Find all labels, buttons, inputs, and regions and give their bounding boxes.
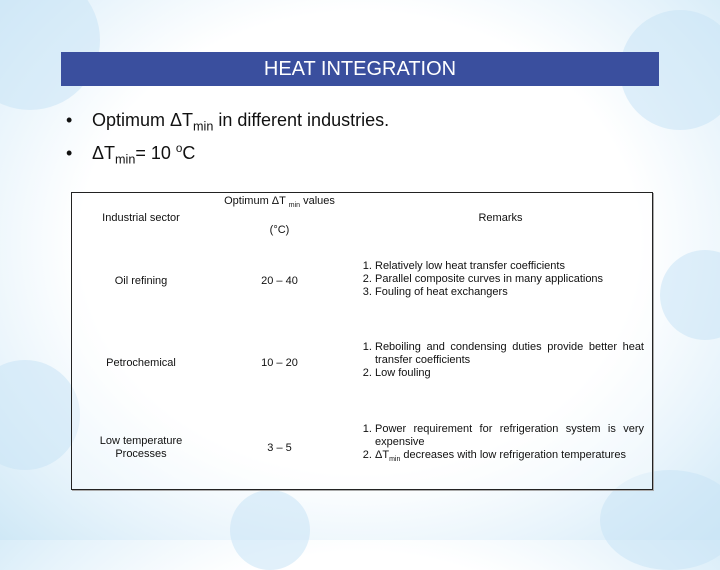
- remark-item: 2. Parallel composite curves in many applications: [375, 273, 603, 286]
- remarks-list: [349, 341, 652, 380]
- remark-item: 1. Relatively low heat transfer coefficients: [375, 260, 603, 273]
- slide-title: [61, 52, 659, 86]
- bullet-text: Optimum $\Delta T_{min}$ in different industries.: [92, 110, 390, 134]
- data-table: [71, 192, 653, 490]
- table-row: [72, 321, 652, 405]
- cell-value: 3 – 5: [267, 441, 292, 454]
- table-row: [72, 243, 652, 319]
- remark-item: 1. Power requirement for refrigeration system is very expensive: [375, 423, 644, 449]
- remark-item: 2. $\Delta T_{min}$ decreases with low refrigeration temperatures: [375, 449, 644, 466]
- header-values: Optimum ΔT $_{min}$ values (°C): [224, 194, 335, 237]
- remark-item: 3. Fouling of heat exchangers: [375, 286, 603, 299]
- cell-remarks: [349, 315, 652, 405]
- bullet-dot: •: [66, 110, 73, 130]
- header-sector: Industrial sector: [102, 211, 180, 224]
- cell-value: 20 – 40: [261, 274, 298, 287]
- table-row: [72, 407, 652, 489]
- background-bubble: [230, 490, 310, 570]
- remarks-list: [349, 423, 652, 466]
- remark-item: 2. Low fouling: [375, 367, 644, 380]
- cell-remarks: [349, 239, 652, 319]
- cell-remarks: [349, 401, 652, 489]
- header-remarks: Remarks: [478, 211, 523, 224]
- bullet-text: $\Delta T_{min}= 10$ $^o$C: [92, 142, 196, 167]
- cell-value: 10 – 20: [261, 356, 298, 369]
- cell-sector: Low temperature Processes: [99, 435, 183, 460]
- background-bubble: [0, 360, 80, 470]
- slide-title-text: HEAT INTEGRATION: [263, 57, 457, 80]
- table-header-row: [72, 193, 652, 243]
- header-values-unit: (°C): [269, 224, 290, 237]
- bullet-dot: •: [66, 143, 73, 163]
- bullet-list: [66, 110, 389, 174]
- cell-sector: Oil refining: [114, 274, 168, 287]
- bullet-item: [66, 142, 389, 174]
- cell-sector: Petrochemical: [106, 356, 176, 369]
- bullet-item: [66, 110, 389, 142]
- remark-item: 1. Reboiling and condensing duties provide better heat transfer coefficients: [375, 341, 644, 367]
- background-bubble: [660, 250, 720, 340]
- remarks-list: [349, 260, 603, 299]
